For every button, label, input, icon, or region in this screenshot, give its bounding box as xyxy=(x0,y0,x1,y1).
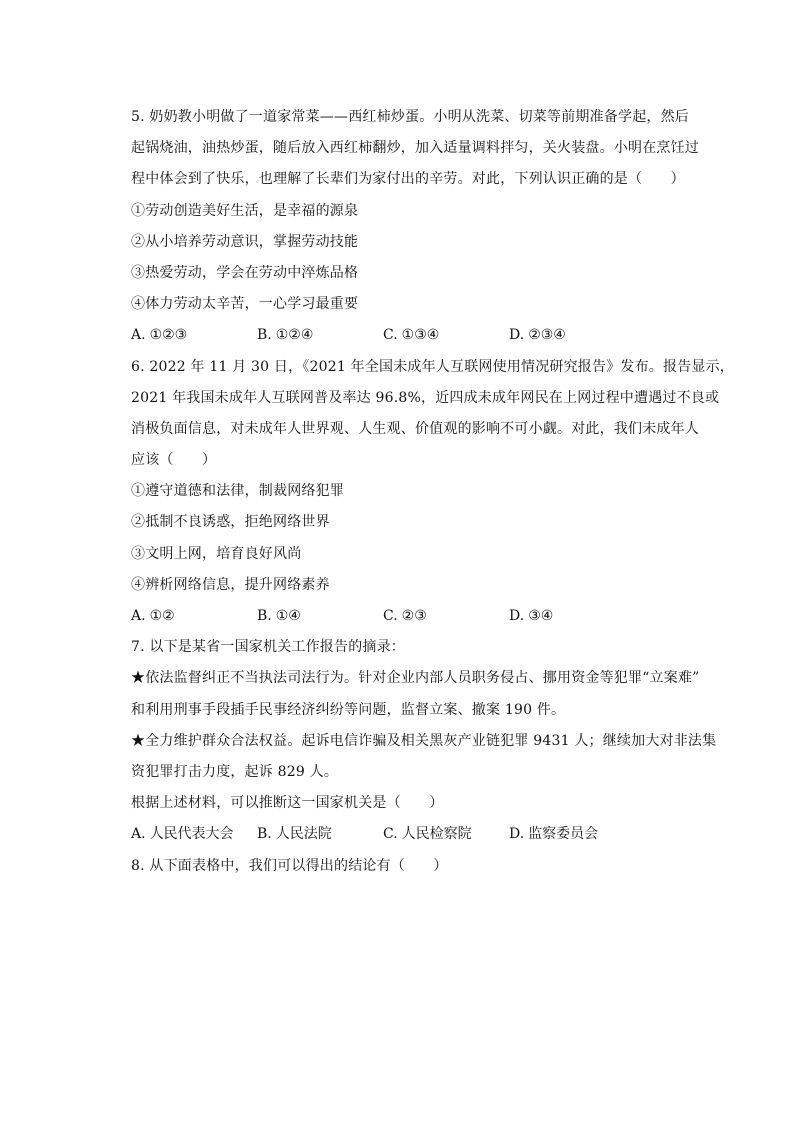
question-5-stem-line-1: 5. 奶奶教小明做了一道家常菜——西红柿炒蛋。小明从洗菜、切菜等前期准备学起，然后 xyxy=(131,109,690,125)
question-6-item-4: ④辨析网络信息，提升网络素养 xyxy=(131,576,330,593)
option-d: D. ②③④ xyxy=(509,327,566,344)
question-6-stem-line-4: 应该（ ） xyxy=(131,452,217,469)
question-7-stem-line-4: ★全力维护群众合法权益。起诉电信诈骗及相关黑灰产业链犯罪 9431 人；继续加大对非法集 xyxy=(131,732,717,749)
option-b: B. ①②④ xyxy=(257,327,314,344)
question-5-item-3: ③热爱劳动，学会在劳动中淬炼品格 xyxy=(131,264,359,281)
question-6 xyxy=(131,352,734,633)
question-6-stem-line-1: 6. 2022 年 11 月 30 日，《2021 年全国未成年人互联网使用情况研究报告》发布。报告显示， xyxy=(131,358,734,375)
option-c: C. ②③ xyxy=(383,608,427,624)
question-list xyxy=(131,102,734,882)
question-5-item-4: ④体力劳动太辛苦，一心学习最重要 xyxy=(131,296,359,313)
question-7 xyxy=(131,632,717,850)
option-b: B. 人民法院 xyxy=(257,826,332,843)
question-6-item-1: ①遵守道德和法律，制裁网络犯罪 xyxy=(131,483,344,500)
question-5-item-2: ②从小培养劳动意识，掌握劳动技能 xyxy=(131,233,359,250)
option-c: C. 人民检察院 xyxy=(383,826,472,843)
question-6-item-2: ②抵制不良诱惑，拒绝网络世界 xyxy=(131,514,330,531)
question-5-stem-line-2: 起锅烧油，油热炒蛋，随后放入西红柿翻炒，加入适量调料拌匀，关火装盘。小明在烹饪过 xyxy=(131,140,699,157)
question-8 xyxy=(131,851,699,882)
question-5-stem-line-3: 程中体会到了快乐，也理解了长辈们为家付出的辛劳。对此，下列认识正确的是（ ） xyxy=(131,171,685,188)
question-7-stem-line-5: 资犯罪打击力度，起诉 829 人。 xyxy=(131,763,339,780)
option-b: B. ①④ xyxy=(257,608,301,624)
question-8-stem-line-1: 8. 从下面表格中，我们可以得出的结论有（ ） xyxy=(131,857,448,874)
question-5-options xyxy=(131,320,699,351)
question-5 xyxy=(131,102,699,352)
option-a: A. 人民代表大会 xyxy=(131,826,234,843)
question-7-options xyxy=(131,819,699,850)
question-6-item-3: ③文明上网，培育良好风尚 xyxy=(131,545,302,562)
question-7-stem-line-1: 7. 以下是某省一国家机关工作报告的摘录： xyxy=(131,639,406,656)
option-a: A. ①② xyxy=(131,608,175,624)
question-5-item-1: ①劳动创造美好生活，是幸福的源泉 xyxy=(131,202,359,219)
question-7-stem-line-3: 和利用刑事手段插手民事经济纠纷等问题，监督立案、撤案 190 件。 xyxy=(131,701,566,718)
option-a: A. ①②③ xyxy=(131,327,188,344)
question-6-options xyxy=(131,601,699,632)
question-7-stem-line-6: 根据上述材料，可以推断这一国家机关是（ ） xyxy=(131,795,444,812)
option-d: D. 监察委员会 xyxy=(509,826,599,843)
question-6-stem-line-2: 2021 年我国未成年人互联网普及率达 96.8%，近四成未成年网民在上网过程中遭遇过不良或 xyxy=(131,389,720,406)
option-c: C. ①③④ xyxy=(383,327,440,344)
question-7-stem-line-2: ★依法监督纠正不当执法司法行为。针对企业内部人员职务侵占、挪用资金等犯罪“立案难” xyxy=(131,670,700,687)
question-6-stem-line-3: 消极负面信息，对未成年人世界观、人生观、价值观的影响不可小觑。对此，我们未成年人 xyxy=(131,420,699,437)
option-d: D. ③④ xyxy=(509,608,554,624)
